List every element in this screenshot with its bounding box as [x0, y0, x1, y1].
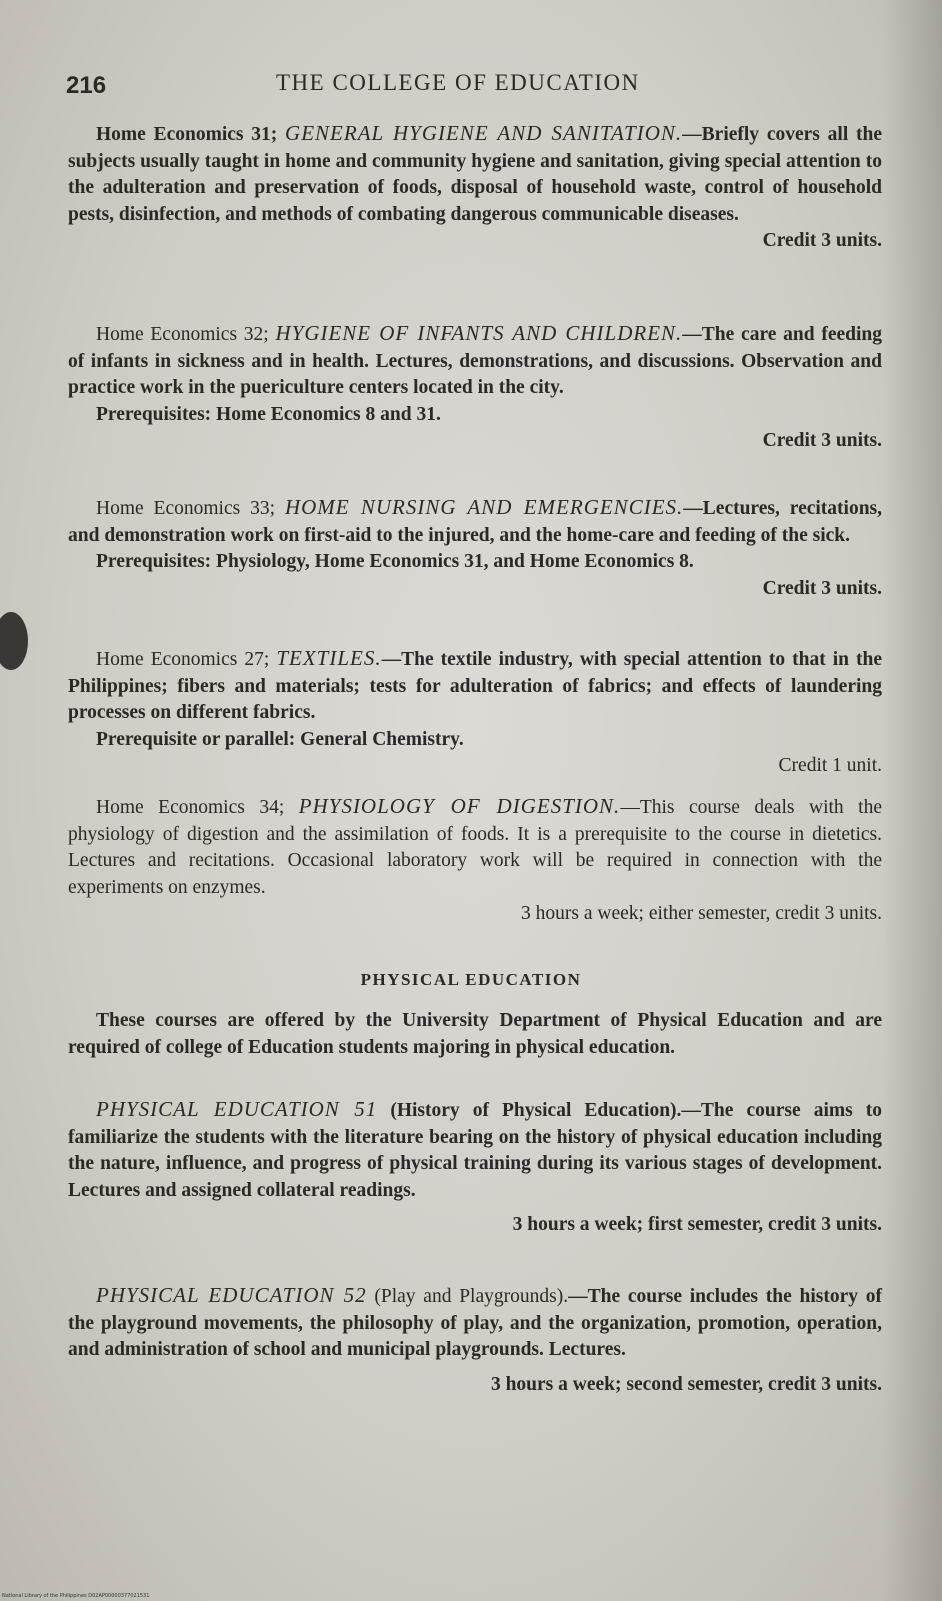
course-prerequisites: Prerequisite or parallel: General Chemistry. [96, 728, 464, 750]
course-prerequisites: Prerequisites: Physiology, Home Economics 31, and Home Economics 8. [96, 551, 694, 572]
course-title: PHYSICAL EDUCATION 51 [96, 1097, 378, 1121]
course-description: —Briefly covers all the subjects usually taught in home and community hygiene and sanitation, giving special attention to the adulteration and preservation of foods, disposal of household waste, control of household pests, disinfection, and methods of combating dangerous communicable diseases. [68, 124, 882, 225]
course-title: PHYSIOLOGY OF DIGESTION. [298, 794, 621, 818]
course-code: Home Economics 32; [96, 324, 269, 345]
section-heading: PHYSICAL EDUCATION [360, 970, 582, 989]
section-intro [68, 1008, 882, 1061]
course-title: HOME NURSING AND EMERGENCIES. [284, 495, 684, 519]
course-entry-home-economics-34 [68, 793, 882, 928]
course-title: TEXTILES. [276, 646, 382, 670]
course-code: Home Economics 33; [96, 498, 276, 519]
course-code: Home Economics 27; [96, 649, 270, 670]
course-credit: 3 hours a week; second semester, credit 3 units. [490, 1373, 882, 1395]
course-description: —The textile industry, with special attention to that in the Philippines; fibers and materials; tests for adulteration of fabrics; and effects of laundering processes on different fabrics. [68, 649, 883, 723]
running-head: THE COLLEGE OF EDUCATION [276, 70, 640, 95]
course-description: —This course deals with the physiology of digestion and the assimilation of foods. It is a prerequisite to the course in dietetics. Lectures and recitations. Occasional laboratory work will be required in connection with the experiments on enzymes. [68, 797, 882, 898]
course-entry-home-economics-32 [68, 320, 882, 455]
page-edge-shadow [882, 0, 942, 1601]
course-description: —The course aims to familiarize the students with the literature bearing on the history of physical education including the nature, influence, and progress of physical training during its various stages of development. Lectures and assigned collateral readings. [68, 1100, 883, 1201]
course-title: HYGIENE OF INFANTS AND CHILDREN. [275, 321, 683, 345]
course-credit: Credit 3 units. [762, 430, 882, 451]
page-header [66, 68, 866, 98]
course-description: —Lectures, recitations, and demonstration work on first-aid to the injured, and the home-care and feeding of the sick. [68, 498, 883, 546]
course-entry-home-economics-31 [68, 120, 882, 255]
course-entry-physical-education-51 [68, 1096, 882, 1239]
course-code: Home Economics 34; [96, 797, 285, 818]
page-number: 216 [66, 72, 107, 99]
course-entry-home-economics-27 [68, 645, 882, 780]
course-credit: Credit 1 unit. [778, 755, 882, 776]
course-subtitle: (History of Physical Education). [390, 1100, 682, 1121]
course-description: —The course includes the history of the playground movements, the philosophy of play, and the organization, promotion, operation, and administration of school and municipal playgrounds. Lectures. [68, 1286, 883, 1360]
course-credit: Credit 3 units. [762, 230, 882, 251]
course-title: GENERAL HYGIENE AND SANITATION. [285, 121, 683, 145]
course-credit: 3 hours a week; either semester, credit 3 units. [521, 903, 882, 924]
course-title: PHYSICAL EDUCATION 52 [96, 1283, 367, 1307]
course-code: Home Economics 31; [96, 124, 278, 145]
course-description: —The care and feeding of infants in sickness and in health. Lectures, demonstrations, and discussions. Observation and practice work in the puericulture centers located in the city. [68, 324, 883, 398]
binding-hole-mark [0, 612, 28, 670]
course-entry-physical-education-52 [68, 1282, 882, 1398]
course-credit: Credit 3 units. [762, 577, 882, 599]
course-subtitle: (Play and Playgrounds). [374, 1286, 569, 1307]
course-entry-home-economics-33 [68, 494, 882, 602]
source-note: National Library of the Philippines D02AP00000377021531 [2, 1593, 150, 1599]
course-prerequisites: Prerequisites: Home Economics 8 and 31. [96, 403, 441, 425]
section-intro-text: These courses are offered by the University Department of Physical Education and are required of college of Education students majoring in physical education. [68, 1010, 882, 1058]
course-credit: 3 hours a week; first semester, credit 3 units. [512, 1214, 882, 1235]
